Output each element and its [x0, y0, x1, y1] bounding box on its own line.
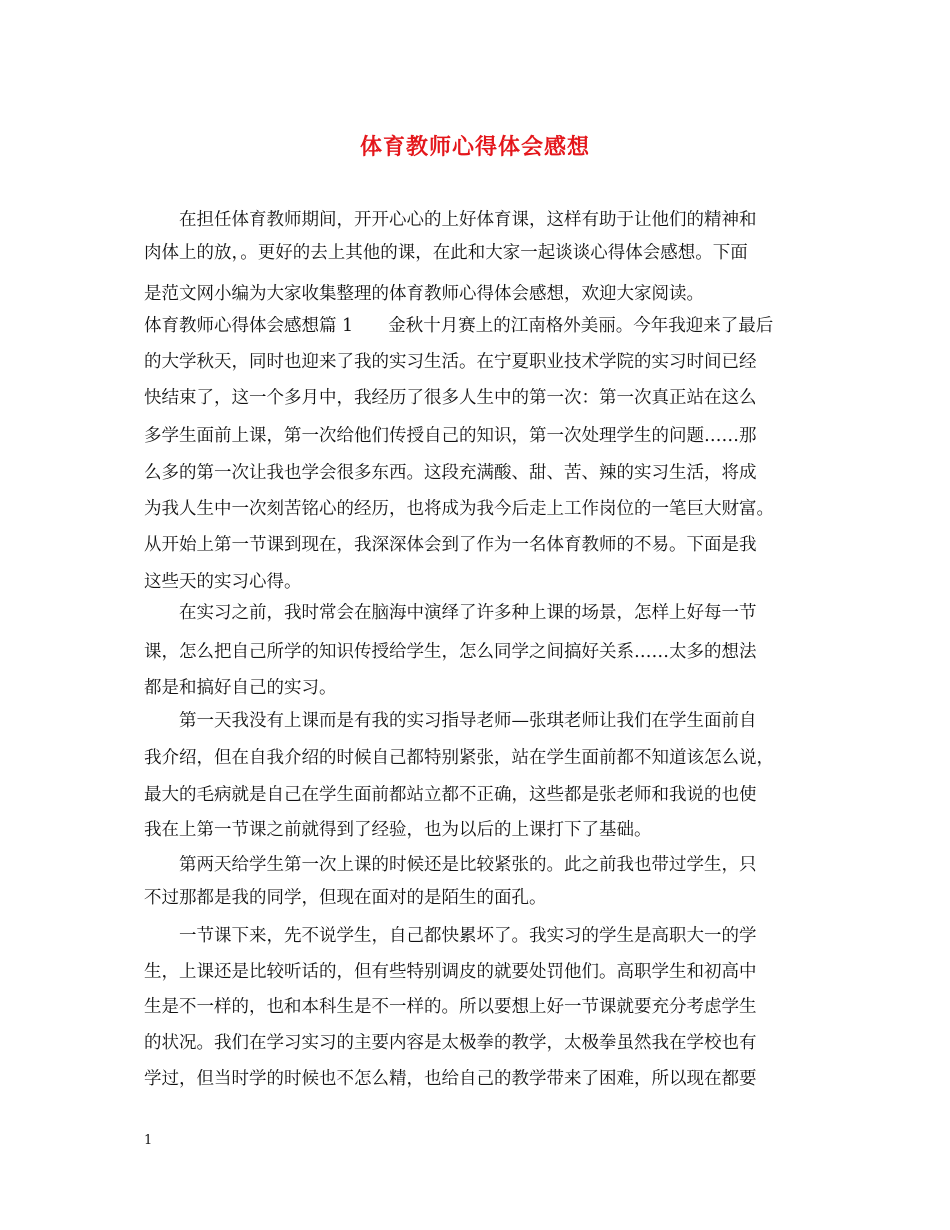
body-line: 这些天的实习心得。 — [144, 572, 302, 592]
section-heading-line: 体育教师心得体会感想篇 1 金秋十月赛上的江南格外美丽。今年我迎来了最后 — [144, 316, 774, 336]
body-line: 课，怎么把自己所学的知识传授给学生，怎么同学之间搞好关系……太多的想法 — [144, 642, 757, 662]
body-line: 生，上课还是比较听话的，但有些特别调皮的就要处罚他们。高职学生和初高中 — [144, 962, 757, 982]
body-line: 第一天我没有上课而是有我的实习指导老师—张琪老师让我们在学生面前自 — [179, 711, 757, 731]
body-line: 是范文网小编为大家收集整理的体育教师心得体会感想，欢迎大家阅读。 — [144, 284, 704, 304]
body-line: 学过，但当时学的时候也不怎么精，也给自己的教学带来了困难，所以现在都要 — [144, 1069, 757, 1089]
body-line: 快结束了，这一个多月中，我经历了很多人生中的第一次：第一次真正站在这么 — [144, 388, 757, 408]
body-line: 生是不一样的，也和本科生是不一样的。所以要想上好一节课就要充分考虑学生 — [144, 997, 757, 1017]
body-line: 在担任体育教师期间，开开心心的上好体育课，这样有助于让他们的精神和 — [179, 210, 757, 230]
body-line: 最大的毛病就是自己在学生面前都站立都不正确，这些都是张老师和我说的也使 — [144, 785, 757, 805]
body-line: 为我人生中一次刻苦铭心的经历，也将成为我今后走上工作岗位的一笔巨大财富。 — [144, 499, 774, 519]
body-line: 都是和搞好自己的实习。 — [144, 678, 337, 698]
body-line: 不过那都是我的同学，但现在面对的是陌生的面孔。 — [144, 888, 547, 908]
document-title: 体育教师心得体会感想 — [359, 134, 590, 160]
body-line: 肉体上的放，。更好的去上其他的课，在此和大家一起谈谈心得体会感想。下面 — [144, 243, 748, 263]
body-line: 的状况。我们在学习实习的主要内容是太极拳的教学，太极拳虽然我在学校也有 — [144, 1033, 757, 1053]
body-line: 从开始上第一节课到现在，我深深体会到了作为一名体育教师的不易。下面是我 — [144, 535, 757, 555]
body-line: 第两天给学生第一次上课的时候还是比较紧张的。此之前我也带过学生，只 — [179, 855, 757, 875]
body-line: 我在上第一节课之前就得到了经验，也为以后的上课打下了基础。 — [144, 820, 652, 840]
body-line: 的大学秋天，同时也迎来了我的实习生活。在宁夏职业技术学院的实习时间已经 — [144, 352, 757, 372]
body-line: 一节课下来，先不说学生，自己都快累坏了。我实习的学生是高职大一的学 — [179, 926, 757, 946]
body-line: 么多的第一次让我也学会很多东西。这段充满酸、甜、苦、辣的实习生活，将成 — [144, 463, 757, 483]
page-number: 1 — [144, 1133, 153, 1148]
body-line: 我介绍，但在自我介绍的时候自己都特别紧张，站在学生面前都不知道该怎么说， — [144, 748, 774, 768]
body-line: 多学生面前上课，第一次给他们传授自己的知识，第一次处理学生的问题……那 — [144, 426, 757, 446]
body-line: 在实习之前，我时常会在脑海中演绎了许多种上课的场景，怎样上好每一节 — [179, 603, 757, 623]
